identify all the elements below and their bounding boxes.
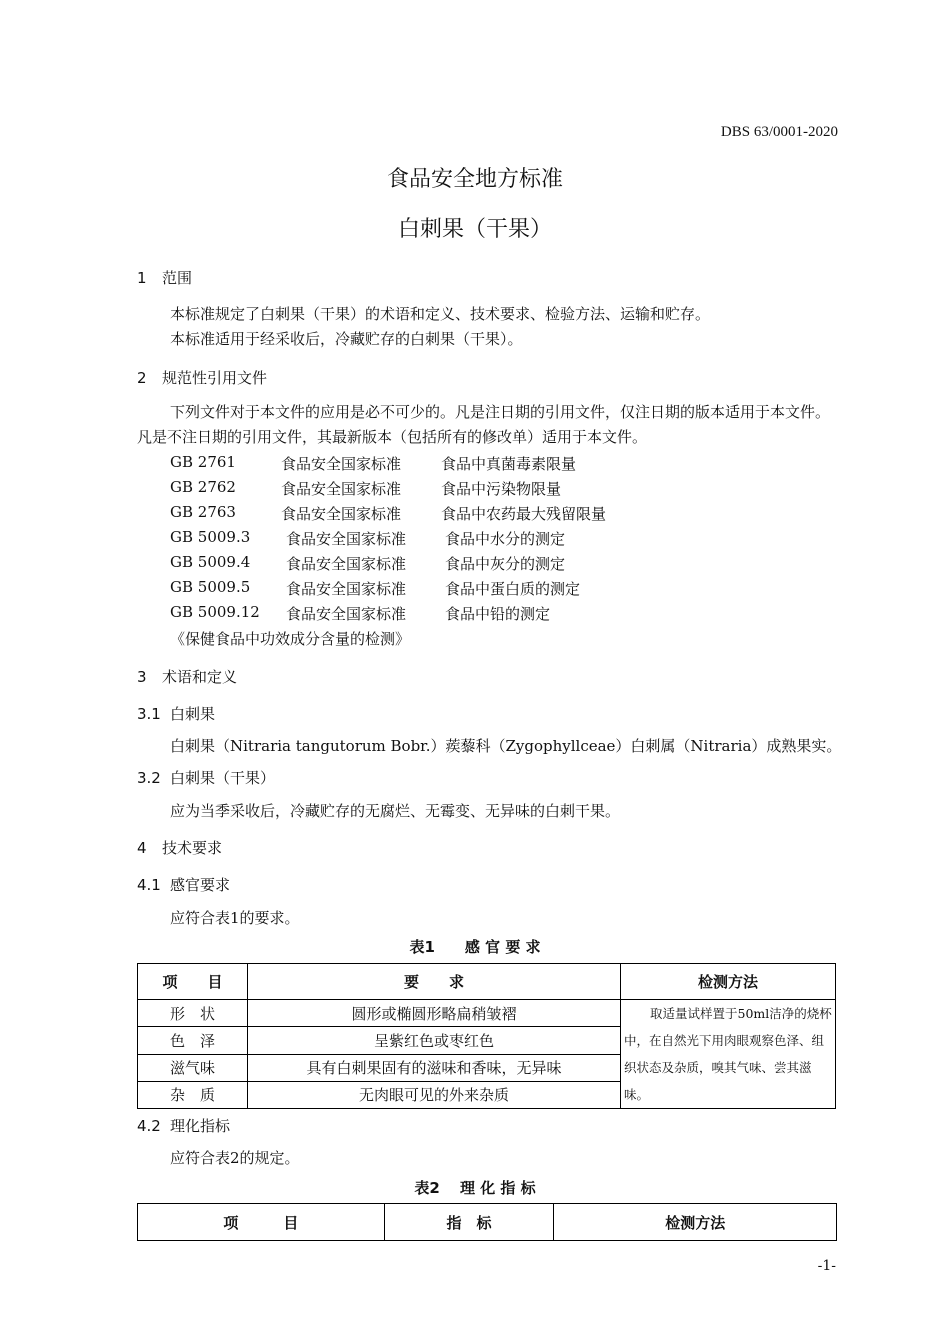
table-header-row [138, 964, 836, 1000]
method-cell: 取适量试样置于50ml洁净的烧杯中，在自然光下用肉眼观察色泽、组织状态及杂质，嗅其气味、尝其滋味。 [621, 1000, 836, 1109]
ref-category: 食品安全国家标准 [286, 555, 407, 573]
ref-name: 食品中真菌毒素限量 [441, 455, 577, 473]
subsection-number: 3.1 [137, 705, 161, 723]
column-header: 项 目 [138, 964, 248, 1000]
ref-name: 食品中水分的测定 [445, 530, 566, 548]
section-title: 技术要求 [162, 839, 223, 857]
subsection-title: 白刺果（干果） [170, 769, 276, 787]
paragraph: 应符合表2的规定。 [170, 1149, 300, 1167]
table-header-row [138, 1204, 837, 1241]
subsection-3-1-heading [137, 703, 215, 724]
section-title: 范围 [162, 269, 193, 287]
column-header: 指 标 [384, 1204, 554, 1241]
ref-code: GB 5009.3 [170, 528, 251, 546]
section-3-heading [137, 666, 237, 687]
item-cell: 形 状 [138, 1000, 248, 1027]
ref-code: GB 5009.12 [170, 603, 260, 621]
document-subtitle: 白刺果（干果） [397, 217, 552, 242]
ref-category: 食品安全国家标准 [281, 480, 402, 498]
item-cell: 滋气味 [138, 1054, 248, 1081]
column-header: 要 求 [248, 964, 621, 1000]
ref-name: 食品中铅的测定 [445, 605, 551, 623]
section-title: 术语和定义 [162, 668, 238, 686]
paragraph: 应符合表1的要求。 [170, 909, 300, 927]
ref-code: GB 5009.5 [170, 578, 251, 596]
paragraph: 本标准规定了白刺果（干果）的术语和定义、技术要求、检验方法、运输和贮存。 [170, 305, 711, 323]
subsection-title: 感官要求 [170, 876, 231, 894]
table-1-caption: 表1 感 官 要 求 [409, 938, 541, 956]
section-title: 规范性引用文件 [162, 369, 268, 387]
document-code: DBS 63/0001-2020 [720, 124, 838, 140]
paragraph: 本标准适用于经采收后，冷藏贮存的白刺果（干果）。 [170, 330, 523, 348]
ref-name: 食品中蛋白质的测定 [445, 580, 581, 598]
subsection-number: 4.1 [137, 876, 161, 894]
subsection-title: 理化指标 [170, 1117, 231, 1135]
requirement-cell: 具有白刺果固有的滋味和香味，无异味 [248, 1054, 621, 1081]
subsection-4-1-heading [137, 874, 230, 895]
ref-category: 食品安全国家标准 [286, 530, 407, 548]
reference-item-extra: 《保健食品中功效成分含量的检测》 [170, 630, 411, 648]
document-title: 食品安全地方标准 [386, 167, 563, 192]
ref-code: GB 2762 [170, 478, 236, 496]
section-number: 2 [137, 369, 147, 387]
subsection-4-2-heading [137, 1115, 230, 1136]
paragraph: 应为当季采收后，冷藏贮存的无腐烂、无霉变、无异味的白刺干果。 [170, 802, 621, 820]
ref-code: GB 2763 [170, 503, 236, 521]
requirement-cell: 圆形或椭圆形略扁稍皱褶 [248, 1000, 621, 1027]
page-number: -1- [817, 1258, 836, 1274]
table-row [138, 1000, 836, 1027]
ref-category: 食品安全国家标准 [286, 605, 407, 623]
section-4-heading [137, 837, 222, 858]
column-header: 项 目 [138, 1204, 385, 1241]
section-number: 1 [137, 269, 147, 287]
requirement-cell: 呈紫红色或枣红色 [248, 1027, 621, 1054]
requirement-cell: 无肉眼可见的外来杂质 [248, 1081, 621, 1108]
section-number: 4 [137, 839, 147, 857]
table-1 [137, 963, 836, 1109]
ref-code: GB 5009.4 [170, 553, 251, 571]
section-number: 3 [137, 668, 147, 686]
ref-name: 食品中污染物限量 [441, 480, 562, 498]
paragraph: 下列文件对于本文件的应用是必不可少的。凡是注日期的引用文件，仅注日期的版本适用于本文件。凡是不注日期的引用文件，其最新版本（包括所有的修改单）适用于本文件。 [137, 403, 831, 446]
item-cell: 杂 质 [138, 1081, 248, 1108]
table-2-caption: 表2 理 化 指 标 [414, 1179, 536, 1197]
item-cell: 色 泽 [138, 1027, 248, 1054]
subsection-number: 4.2 [137, 1117, 161, 1135]
ref-category: 食品安全国家标准 [286, 580, 407, 598]
subsection-3-2-heading [137, 767, 275, 788]
section-2-heading [137, 367, 267, 388]
ref-category: 食品安全国家标准 [281, 455, 402, 473]
paragraph: 白刺果（Nitraria tangutorum Bobr.）蒺藜科（Zygophyllceae）白刺属（Nitraria）成熟果实。 [170, 737, 842, 755]
table-2 [137, 1203, 837, 1241]
ref-category: 食品安全国家标准 [281, 505, 402, 523]
subsection-number: 3.2 [137, 769, 161, 787]
ref-code: GB 2761 [170, 453, 236, 471]
ref-name: 食品中灰分的测定 [445, 555, 566, 573]
subsection-title: 白刺果 [170, 705, 216, 723]
ref-name: 食品中农药最大残留限量 [441, 505, 607, 523]
column-header: 检测方法 [621, 964, 836, 1000]
column-header: 检测方法 [554, 1204, 837, 1241]
section-1-heading [137, 267, 192, 288]
